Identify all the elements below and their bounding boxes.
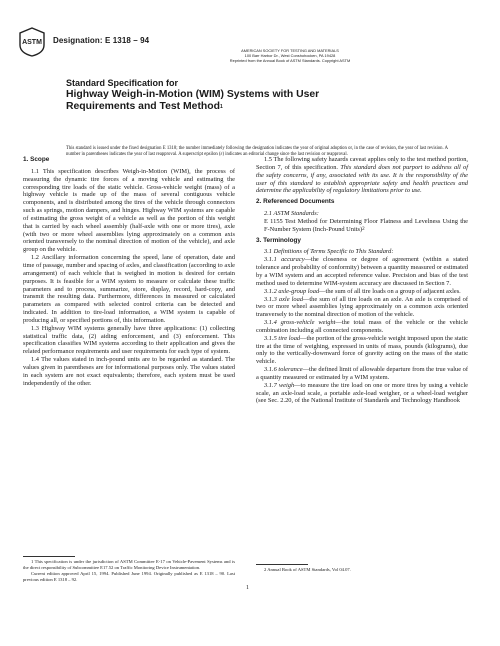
definition-tolerance	[256, 366, 468, 382]
definition-weigh	[256, 382, 468, 406]
paragraph-3-1-text: 3.1 Definitions of Terms Specific to This Standard:	[264, 248, 394, 256]
referenced-standard-text: E 1155 Test Method for Determining Floor Flatness and Levelness Using the F-Number System (Inch-Pound Units)	[264, 217, 468, 233]
paragraph-1-5-text: 1.5 The following safety hazards caveat applies only to the test method portion, Section 7, of this specification.	[256, 156, 468, 171]
definition-accuracy	[256, 256, 468, 287]
definition-gross-vehicle-weight-text: —the total mass of the vehicle or the vehicle combination including all connected components.	[256, 319, 468, 334]
footnote-2	[256, 567, 468, 573]
logo-text: ASTM	[22, 39, 42, 46]
definition-accuracy-text: —the closeness or degree of agreement (within a stated tolerance and probability of conformity) between a quantity measured or estimated by a WIM system and an accepted reference value. Precision and bias of the test method used to determine WIM-system accuracy are discussed in Section 7.	[256, 256, 468, 287]
definition-weigh-text: —to measure the tire load on one or more tires by using a vehicle scale, an axle-load scale, a portable axle-load weigher, or a wheel-load weigher (see Sec. 2.20, of the National Institute of Standards and Technology Handbook	[256, 381, 468, 405]
right-column	[256, 156, 468, 405]
publisher-line: 100 Barr Harbor Dr., West Conshohocken, PA 19428	[244, 53, 336, 58]
section-heading-terminology: 3. Terminology	[256, 236, 301, 244]
footnote-2-text: 2 Annual Book of ASTM Standards, Vol 04.07.	[264, 567, 351, 572]
term-tolerance: 3.1.6 tolerance	[264, 366, 303, 374]
document-title	[66, 78, 446, 113]
definition-tire-load-text: —the portion of the gross-vehicle weight imposed upon the static tire at the time of weighing, expressed in units of mass, pounds (kilograms), due only to the vertically-downward force of gravity acting on the mass of the static vehicle.	[256, 334, 468, 366]
footnote-1-edition: Current edition approved April 15, 1994. Published June 1994. Originally published as E 1318 – 90. Last previous edition E 1318 – 92.	[23, 571, 235, 582]
paragraph-1-3: 1.3 Highway WIM systems generally have three applications: (1) collecting statistical traffic data, (2) aiding enforcement, and (3) enforcement. This specification classifies WIM systems according to their application and gives the related performance requirements and user requirements for each type of system.	[23, 324, 235, 356]
safety-caveat: This standard does not purport to address all of the safety concerns, if any, associated with its use. It is the responsibility of the user of this standard to establish appropriate safety and health practices and determine the applicability of regulatory limitations prior to use.	[256, 163, 469, 195]
footnote-1	[23, 559, 235, 583]
designation: Designation: E 1318 – 94	[53, 36, 150, 45]
page-number: 1	[246, 585, 249, 591]
footnote-rule	[23, 556, 75, 557]
section-heading-referenced-documents: 2. Referenced Documents	[256, 198, 335, 206]
paragraph-3-1	[256, 248, 468, 256]
title-line-3-text: Requirements and Test Method	[66, 101, 220, 112]
title-line-3	[66, 101, 446, 113]
definition-axle-group-load	[256, 288, 468, 296]
paragraph-1-2: 1.2 Ancillary information concerning the speed, lane of operation, date and time of passage, number and spacing of axles, and classification (according to axle arrangement) of each vehicle that is weighed in motion is desired for certain purposes. It is feasible for a WIM system to measure or calculate these traffic parameters and to process, summarize, store, display, record, hard-copy, and transmit the resulting data. Furthermore, differences in measured or calculated parameters as compared with selected control criteria can be detected and indicated. In addition to tire-load information, a WIM system is capable of producing all, or specified portions of, this information.	[23, 254, 235, 324]
astm-logo	[19, 27, 45, 57]
definition-gross-vehicle-weight	[256, 319, 468, 335]
definition-tire-load	[256, 335, 468, 366]
definition-axle-group-load-text: —the sum of all tire loads on a group of adjacent axles.	[319, 287, 461, 295]
term-tire-load: 3.1.5 tire load	[264, 334, 301, 342]
term-axle-group-load: 3.1.2 axle-group load	[264, 287, 320, 295]
left-column	[23, 156, 235, 387]
footnote-1-text: 1 This specification is under the jurisdiction of ASTM Committee E-17 on Vehicle-Pavement Systems and is the direct responsibility of Subcommittee E17.52 on Traffic Monitoring Device Instrumentation.	[23, 559, 235, 570]
term-accuracy: 3.1.1 accuracy	[264, 256, 305, 264]
referenced-standard-e1155	[256, 218, 468, 234]
section-heading-scope: 1. Scope	[23, 156, 50, 163]
definition-axle-load	[256, 296, 468, 320]
definition-axle-load-text: —the sum of all tire loads on an axle. An axle is comprised of two or more wheel assemblies lying approximately on a common axis oriented transversely to the nominal direction of motion of the vehicle.	[256, 295, 468, 319]
paragraph-1-5	[256, 156, 468, 195]
publisher-line: Reprinted from the Annual Book of ASTM Standards. Copyright ASTM	[229, 58, 351, 63]
publisher-line: AMERICAN SOCIETY FOR TESTING AND MATERIALS	[241, 48, 339, 53]
footnote-rule	[256, 564, 308, 565]
paragraph-2-1-text: 2.1 ASTM Standards:	[264, 210, 319, 218]
paragraph-2-1	[256, 210, 468, 218]
term-axle-load: 3.1.3 axle load	[264, 295, 304, 303]
term-weigh: 3.1.7 weigh	[264, 381, 295, 389]
reference-footnote-mark: 2	[362, 226, 365, 232]
paragraph-1-4: 1.4 The values stated in inch-pound units are to be regarded as standard. The values given in parentheses are for informational purposes only. The values stated in each system are not exact equivalents; therefore, each system must be used independently of the other.	[23, 356, 235, 387]
term-gross-vehicle-weight: 3.1.4 gross-vehicle weight	[264, 319, 336, 327]
paragraph-1-1: 1.1 This specification describes Weigh-in-Motion (WIM), the process of measuring the dynamic tire forces of a moving vehicle and estimating the corresponding tire loads of the static vehicle. Gross-vehicle weight (mass) of a highway vehicle is made up of the mass of several contiguous vehicle components, and is distributed among the tires of the vehicle through connectors such as springs, motion dampers, and hinges. Highway WIM systems are capable of estimating the gross weight of a vehicle as well as the portion of this weight that is carried by each wheel assembly (half-axle with one or more tires), axle (with two or more wheel assemblies lying approximately on a common axis oriented transversely to the nominal direction of motion of the vehicle), and axle group on the vehicle.	[23, 167, 235, 254]
issuance-notice: This standard is issued under the fixed designation E 1318; the number immediately following the designation indicates the year of original adoption or, in the case of revision, the year of last revision. A number in parentheses indicates the year of last reapproval. A superscript epsilon (ε) indicates an editorial change since the last revision or reapproval.	[66, 146, 448, 158]
title-line-1: Standard Specification for	[66, 78, 179, 88]
definition-tolerance-text: —the defined limit of allowable departure from the true value of a quantity measured or estimated by a WIM system.	[256, 366, 469, 381]
title-footnote-mark: 1	[219, 104, 223, 110]
publisher-info	[190, 48, 390, 63]
title-line-2: Highway Weigh-in-Motion (WIM) Systems with User	[66, 89, 320, 100]
